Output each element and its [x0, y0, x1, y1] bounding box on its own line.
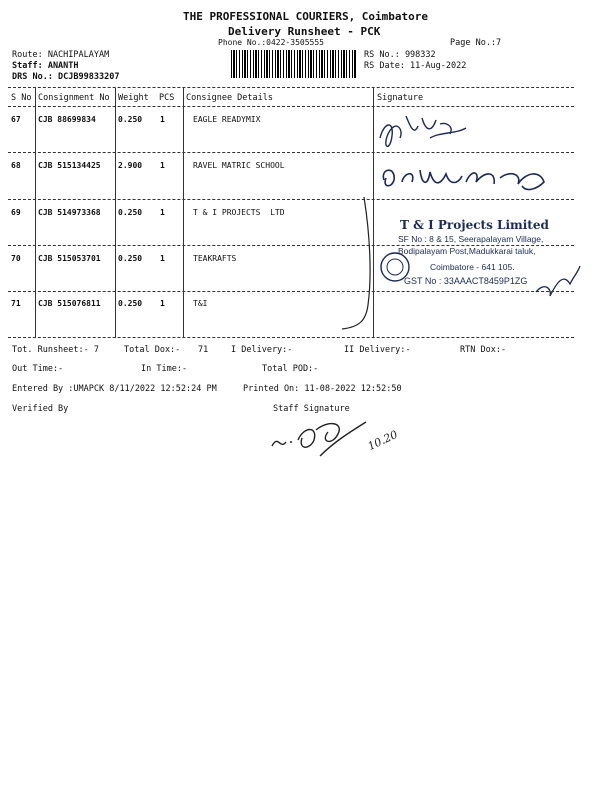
handwritten-signature: [376, 158, 556, 198]
staff-signature-label: Staff Signature: [273, 404, 350, 414]
header-pcs: PCS: [159, 93, 175, 103]
table-top-rule: [8, 87, 574, 88]
row-sno: 71: [11, 299, 21, 308]
column-line: [183, 88, 184, 338]
row-sno: 70: [11, 254, 21, 263]
row-divider: [8, 291, 574, 292]
printed-on: Printed On: 11-08-2022 12:52:50: [243, 384, 402, 394]
row-pcs: 1: [160, 254, 165, 263]
row-consignee: EAGLE READYMIX: [193, 115, 261, 124]
row-weight: 0.250: [118, 115, 143, 124]
company-title: THE PROFESSIONAL COURIERS, Coimbatore: [183, 10, 429, 23]
row-weight: 0.250: [118, 299, 143, 308]
column-line: [115, 88, 116, 338]
row-consignee: TEAKRAFTS: [193, 254, 237, 263]
total-dox-label: Total Dox:-: [124, 345, 181, 355]
runsheet-title: Delivery Runsheet - PCK: [228, 25, 381, 38]
phone-number: Phone No.:0422-3505555: [218, 38, 324, 47]
stamp-address-line1: SF No : 8 & 15, Seerapalayam Village,: [398, 234, 544, 244]
barcode: [231, 50, 357, 78]
row-divider: [8, 152, 574, 153]
rs-date: RS Date: 11-Aug-2022: [364, 61, 467, 71]
row-consignment: CJB 515053701: [38, 254, 101, 263]
stamp-address-line3: Coimbatore - 641 105.: [430, 262, 515, 272]
row-consignee: RAVEL MATRIC SCHOOL: [193, 161, 285, 170]
row-sno: 68: [11, 161, 21, 170]
in-time: In Time:-: [141, 364, 188, 374]
header-consignment: Consignment No: [38, 93, 110, 103]
signature-note: 10.20: [365, 427, 400, 454]
stamp-company: T & I Projects Limited: [400, 218, 549, 232]
out-time: Out Time:-: [12, 364, 64, 374]
handwritten-signature: [370, 108, 480, 154]
verified-by: Verified By: [12, 404, 69, 414]
header-signature: Signature: [377, 93, 424, 103]
tot-runsheet: Tot. Runsheet:- 7: [12, 345, 99, 355]
header-sno: S No: [11, 93, 32, 103]
row-weight: 0.250: [118, 254, 143, 263]
staff-signature: [268, 416, 418, 468]
stamp-address-line2: Bodipalayam Post,Madukkarai taluk,: [398, 246, 536, 256]
row-consignment: CJB 514973368: [38, 208, 101, 217]
ii-delivery: II Delivery:-: [344, 345, 411, 355]
row-pcs: 1: [160, 161, 165, 170]
row-weight: 2.900: [118, 161, 143, 170]
rtn-dox: RTN Dox:-: [460, 345, 507, 355]
row-divider: [8, 199, 574, 200]
stamp-gst: GST No : 33AAACT8459P1ZG: [404, 276, 528, 286]
row-consignee: T & I PROJECTS LTD: [193, 208, 285, 217]
row-pcs: 1: [160, 208, 165, 217]
entered-by: Entered By :UMAPCK 8/11/2022 12:52:24 PM: [12, 384, 217, 394]
staff-name: Staff: ANANTH: [12, 61, 79, 71]
row-consignee: T&I: [193, 299, 208, 308]
row-pcs: 1: [160, 115, 165, 124]
row-pcs: 1: [160, 299, 165, 308]
table-header-rule: [8, 106, 574, 107]
total-pod: Total POD:-: [262, 364, 319, 374]
row-consignment: CJB 88699834: [38, 115, 96, 124]
route: Route: NACHIPALAYAM: [12, 50, 110, 60]
page-number: Page No.:7: [450, 38, 502, 48]
header-weight: Weight: [118, 93, 149, 103]
column-line: [35, 88, 36, 338]
row-sno: 69: [11, 208, 21, 217]
drs-number: DRS No.: DCJB99833207: [12, 72, 120, 82]
table-bottom-rule: [8, 337, 574, 338]
row-consignment: CJB 515076811: [38, 299, 101, 308]
total-dox-value: 71: [198, 345, 209, 355]
row-sno: 67: [11, 115, 21, 124]
row-consignment: CJB 515134425: [38, 161, 101, 170]
stamp-signature: [530, 262, 584, 302]
header-consignee: Consignee Details: [186, 93, 273, 103]
rs-number: RS No.: 998332: [364, 50, 436, 60]
i-delivery: I Delivery:-: [231, 345, 293, 355]
row-weight: 0.250: [118, 208, 143, 217]
